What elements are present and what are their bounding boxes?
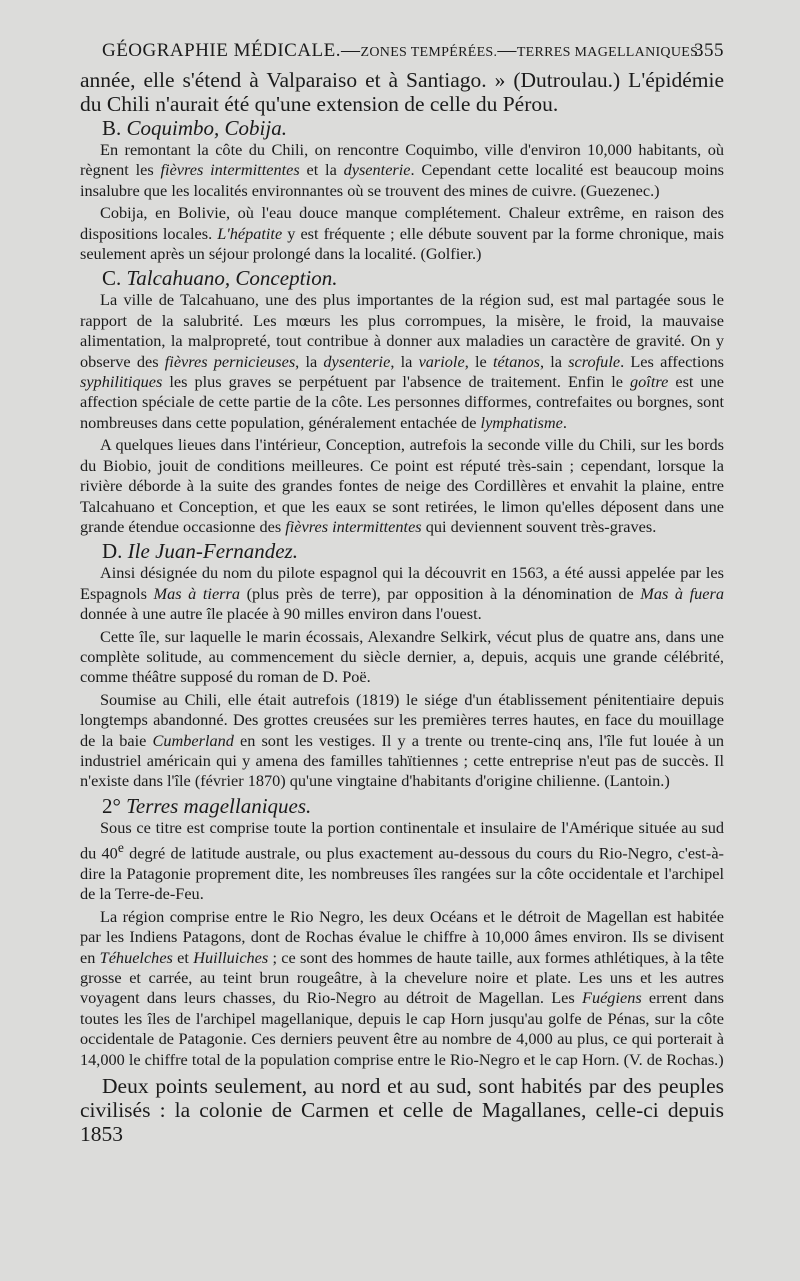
section-title: Coquimbo, Cobija. (126, 116, 287, 140)
header-section: TERRES MAGELLANIQUES. (516, 45, 702, 60)
italic-term: goître (630, 372, 669, 392)
italic-term: dysenterie (323, 351, 391, 371)
italic-term: fièvres intermittentes (160, 160, 300, 180)
text-run: donnée à une autre île placée à 90 milles environ dans l'ouest. (80, 604, 482, 624)
section-heading (102, 266, 724, 290)
text-run: , la (390, 351, 419, 371)
text-run: et la (299, 160, 344, 180)
section-title: Terres magellaniques. (126, 793, 312, 818)
text-run: . Les affections (620, 351, 724, 371)
italic-term: Mas à tierra (153, 583, 240, 603)
section-letter: 2° (102, 793, 127, 818)
text-run: Soumise au Chili, elle était autrefois (1819) le siége d'un établissement pénitentiaire depuis longtemps abandonné. Des grottes creusées sur les premières terres hautes, en face du mouillage de la baie (80, 689, 724, 750)
italic-term: scrofule (568, 351, 621, 371)
intro-text: année, elle s'étend à Valparaiso et à Santiago. » (Dutroulau.) L'épidémie du Chili n'aurait été qu'une extension de celle du Pérou. (80, 68, 724, 116)
header-dash: — (341, 40, 361, 61)
italic-term: syphilitiques (80, 372, 163, 392)
text-run: . (562, 412, 567, 432)
body-paragraph (80, 818, 724, 905)
section-letter: D. (102, 539, 128, 564)
text-run: Ainsi désignée du nom du pilote espagnol qui la découvrit en 1563, a été aussi appelée par les Espagnols (80, 563, 724, 603)
italic-term: Téhuelches (99, 947, 173, 967)
text-run: les plus graves se perpétuent par l'absence de traitement. Enfin le (162, 372, 631, 392)
text-run: La ville de Talcahuano, une des plus importantes de la région sud, est mal partagée sous le rapport de la salubrité. Les mœurs les plus corrompues, la misère, le froid, la mauvaise alimentation, la malpropreté, tout contribue à donner aux maladies un caractère de gravité. On y observe des (80, 290, 724, 371)
text-run: , la (539, 351, 569, 371)
text-run: La région comprise entre le Rio Negro, les deux Océans et le détroit de Magellan est habitée par les Indiens Patagons, dont de Rochas évalue le chiffre à 10,000 âmes environ. Ils se divisent en (80, 906, 724, 967)
text-run: errent dans toutes les îles de l'archipel magellanique, depuis le cap Horn jusqu'au golfe de Pénas, sur la côte occidentale de Patagonie. Ces derniers peuvent être au nombre de 4,000 au plus, ce qui porterait à 14,000 le chiffre total de la population comprise entre le Rio-Negro et le cap Horn. (V. de Rochas.) (80, 988, 724, 1069)
superscript: e (117, 840, 124, 856)
body-paragraph (80, 563, 724, 624)
body-paragraph (80, 203, 724, 264)
text-run: y est fréquente ; elle débute souvent par la forme chronique, mais seulement après un séjour prolongé dans la localité. (Golfier.) (80, 223, 724, 264)
section-title: Ile Juan-Fernandez. (127, 539, 298, 564)
italic-term: lymphatisme (480, 412, 563, 432)
body-paragraph (80, 140, 724, 201)
italic-term: Mas à fuera (640, 583, 725, 603)
section-heading (102, 116, 724, 140)
body-sections (80, 116, 724, 1070)
text-run: A quelques lieues dans l'intérieur, Conception, autrefois la seconde ville du Chili, sur les bords du Biobio, jouit de conditions meilleures. Ce point est réputé très-sain ; cependant, lorsque la rivière déborde à la suite des grandes fontes de neige des Cordillères et envahit la plaine, entre Talcahuano et Conception, et que les eaux se sont retirées, le limon qu'elles déposent dans une grande étendue occasionne des (80, 435, 724, 536)
closing-text: Deux points seulement, au nord et au sud, sont habités par des peuples civilisés : la colonie de Carmen et celle de Magallanes, celle-ci depuis 1853 (80, 1074, 724, 1147)
italic-term: L'hépatite (217, 223, 283, 243)
italic-term: Huilluiches (193, 947, 269, 967)
page-number: 355 (694, 40, 724, 61)
italic-term: Cumberland (152, 730, 234, 750)
body-paragraph (80, 627, 724, 688)
header-dash: — (497, 40, 517, 61)
section-heading (102, 539, 724, 563)
italic-term: fièvres intermittentes (285, 516, 422, 536)
body-paragraph (80, 290, 724, 433)
text-run: est une affection spéciale de cette partie de la côte. Les personnes difformes, contrefaites ou borgnes, sont nombreuses dans cette population, généralement entachée de (80, 372, 725, 432)
italic-term: fièvres pernicieuses (164, 351, 296, 371)
text-run: Cobija, en Bolivie, où l'eau douce manque complétement. Chaleur extrême, en raison des dispositions locales. (80, 203, 724, 243)
section-letter: C. (102, 266, 127, 291)
body-paragraph (80, 690, 724, 792)
text-run: (plus près de terre), par opposition à la dénomination de (239, 583, 641, 603)
body-paragraph (80, 907, 724, 1070)
text-run: , le (464, 351, 493, 371)
text-run: , la (295, 351, 324, 371)
header-subtitle: ZONES TEMPÉRÉES. (360, 45, 498, 60)
italic-term: tétanos (492, 351, 540, 371)
italic-term: Fuégiens (582, 988, 642, 1008)
section-heading (102, 794, 724, 818)
section-title: Talcahuano, Conception. (126, 266, 338, 291)
running-header (80, 40, 724, 68)
text-run: En remontant la côte du Chili, on rencontre Coquimbo, ville d'environ 10,000 habitants, où règnent les (80, 140, 724, 180)
header-title: GÉOGRAPHIE MÉDICALE. (101, 40, 342, 61)
text-run: Sous ce titre est comprise toute la portion continentale et insulaire de l'Amérique située au sud du 40 (80, 817, 724, 863)
section-letter: B. (102, 116, 127, 140)
text-run: degré de latitude australe, ou plus exactement au-dessous du cours du Rio-Negro, c'est-à-dire la Patagonie proprement dite, les nombreuses îles rangées sur la côte occidentale et l'archipel de la Terre-de-Feu. (80, 843, 724, 904)
text-run: qui deviennent souvent très-graves. (421, 516, 657, 536)
italic-term: dysenterie (343, 160, 411, 180)
text-run: Cette île, sur laquelle le marin écossais, Alexandre Selkirk, vécut plus de quatre ans, dans une complète solitude, au commencement du siècle dernier, a, depuis, acquis une grande célébrité, comme théâtre supposé du roman de D. Poë. (80, 626, 724, 687)
text-run: et (172, 947, 194, 967)
text-run: . Cependant cette localité est beaucoup moins insalubre que les localités environnantes où se trouvent des mines de cuivre. (Guezenec.) (80, 160, 724, 200)
text-run: ; ce sont des hommes de haute taille, aux formes athlétiques, à la tête grosse et carrée, au teint brun rougeâtre, à la chevelure noire et plate. Les uns et les autres voyagent dans leurs chasses, du Rio-Negro au détroit de Magellan. Les (80, 947, 725, 1008)
italic-term: variole (418, 351, 465, 371)
text-run: en sont les vestiges. Il y a trente ou trente-cinq ans, l'île fut louée à un industriel américain qui y amena des familles tahïtiennes ; cette entreprise n'eut pas de succès. Il n'existe dans l'île (février 1870) qu'une vingtaine d'habitants d'origine chilienne. (Lantoin.) (80, 730, 724, 791)
body-paragraph (80, 435, 724, 537)
